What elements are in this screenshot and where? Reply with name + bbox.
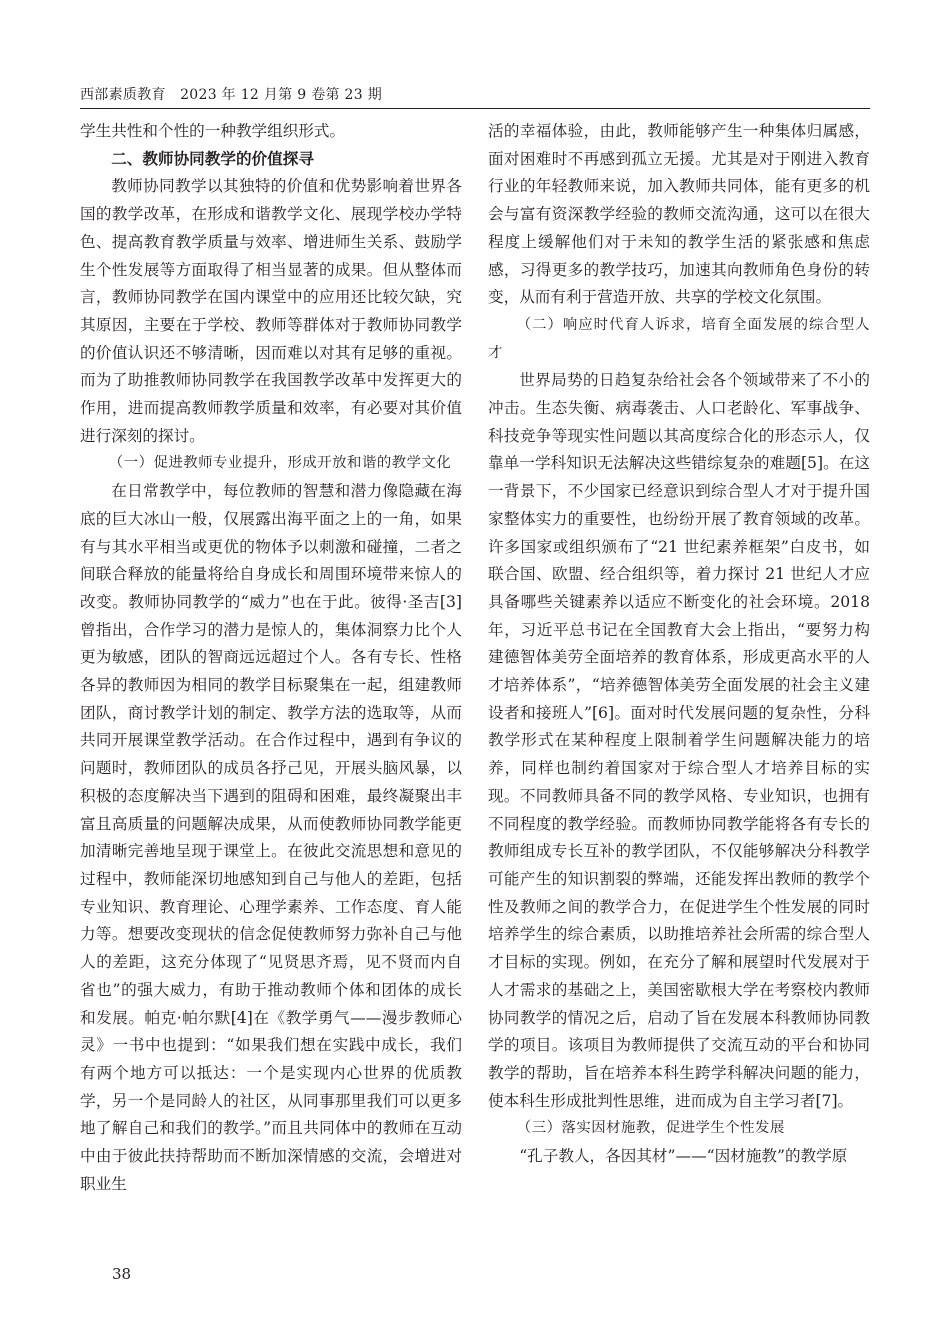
header-rule: [80, 108, 870, 109]
section-heading: 二、教师协同教学的价值探寻: [111, 149, 314, 168]
continuation-paragraph: 学生共性和个性的一种教学组织形式。: [80, 122, 346, 140]
subsection-2-paragraph: 世界局势的日趋复杂给社会各个领域带来了不小的冲击。生态失衡、病毒袭击、人口老龄化、军事战争、科技竞争等现实性问题以其高度综合化的形态示人，仅靠单一学科知识无法解决这些错综复杂的难题[5]。在这一背景下，不少国家已经意识到综合型人才对于提升国家整体实力的重要性，也纷纷开展了教育领域的改革。许多国家或组织颁布了“21 世纪素养框架”白皮书，如联合国、欧盟、经合组织等，着力探讨 21 世纪人才应具备哪些关键素养以适应不断变化的社会环境。2018 年，习近平总书记在全国教育大会上指出，“要努力构建德智体美劳全面培养的教育体系，形成更高水平的人才培养体系”，“培养德智体美劳全面发展的社会主义建设者和接班人”[6]。面对时代发展问题的复杂性，分科教学形式在某种程度上限制着学生问题解决能力的培养，同样也制约着国家对于综合型人才培养目标的实现。不同教师具备不同的教学风格、专业知识，也拥有不同程度的教学经验。而教师协同教学能将各有专长的教师组成专长互补的教学团队，不仅能够解决分科教学可能产生的知识割裂的弊端，还能发挥出教师的教学个性及教师之间的教学合力，在促进学生个性发展的同时培养学生的综合素质，以助推培养社会所需的综合型人才目标的实现。例如，在充分了解和展望时代发展对于人才需求的基础之上，美国密歇根大学在考察校内教师协同教学的情况之后，启动了旨在发展本科教师协同教学的项目。该项目为教师提供了交流互动的平台和协同教学的帮助，旨在培养本科生跨学科解决问题的能力，使本科生形成批判性思维，进而成为自主学习者[7]。: [488, 371, 870, 1110]
running-header: 西部素质教育 2023 年 12 月第 9 卷第 23 期: [80, 87, 383, 103]
subsection-3-heading: （三）落实因材施教，促进学生个性发展: [516, 1120, 785, 1137]
page-number: 38: [112, 1265, 132, 1283]
subsection-2-heading: （二）响应时代育人诉求，培育全面发展的综合型人才: [488, 316, 870, 361]
continuation-paragraph: 活的幸福体验，由此，教师能够产生一种集体归属感，面对困难时不再感到孤立无援。尤其是对于刚进入教育行业的年轻教师来说，加入教师共同体，能有更多的机会与富有资深教学经验的教师交流沟通，这可以在很大程度上缓解他们对于未知的教学生活的紧张感和焦虑感，习得更多的教学技巧，加速其向教师角色身份的转变，从而有利于营造开放、共享的学校文化氛围。: [488, 122, 870, 307]
subsection-1-heading: （一）促进教师专业提升，形成开放和谐的教学文化: [108, 455, 452, 472]
right-column: [488, 118, 870, 1171]
subsection-1-paragraph: 在日常教学中，每位教师的智慧和潜力像隐藏在海底的巨大冰山一般，仅展露出海平面之上的一角，如果有与其水平相当或更优的物体予以刺激和碰撞，二者之间联合释放的能量将给自身成长和周围环境带来惊人的改变。教师协同教学的“威力”也在于此。彼得·圣吉[3]曾指出，合作学习的潜力是惊人的，集体洞察力比个人更为敏感，团队的智商远远超过个人。各有专长、性格各异的教师因为相同的教学目标聚集在一起，组建教师团队，商讨教学计划的制定、教学方法的选取等，从而共同开展课堂教学活动。在合作过程中，遇到有争议的问题时，教师团队的成员各抒己见，开展头脑风暴，以积极的态度解决当下遇到的阻碍和困难，最终凝聚出丰富且高质量的问题解决成果，从而使教师协同教学能更加清晰完善地呈现于课堂上。在彼此交流思想和意见的过程中，教师能深切地感知到自己与他人的差距，包括专业知识、教育理论、心理学素养、工作态度、育人能力等。想要改变现状的信念促使教师努力弥补自己与他人的差距，这充分体现了“见贤思齐焉，见不贤而内自省也”的强大威力，有助于推动教师个体和团体的成长和发展。帕克·帕尔默[4]在《教学勇气——漫步教师心灵》一书中也提到：“如果我们想在实践中成长，我们有两个地方可以抵达：一个是实现内心世界的优质教学，另一个是同龄人的社区，从同事那里我们可以更多地了解自己和我们的教学。”而且共同体中的教师在互动中由于彼此扶持帮助而不断加深情感的交流，会增进对职业生: [80, 482, 462, 1193]
intro-paragraph: 教师协同教学以其独特的价值和优势影响着世界各国的教学改革，在形成和谐教学文化、展现学校办学特色、提高教育教学质量与效率、增进师生关系、鼓励学生个性发展等方面取得了相当显著的成果。但从整体而言，教师协同教学在国内课堂中的应用还比较欠缺，究其原因，主要在于学校、教师等群体对于教师协同教学的价值认识还不够清晰，因而难以对其有足够的重视。而为了助推教师协同教学在我国教学改革中发挥更大的作用，进而提高教师教学质量和效率，有必要对其价值进行深刻的探讨。: [80, 177, 462, 445]
subsection-3-paragraph: “孔子教人，各因其材”——“因材施教”的教学原: [519, 1147, 848, 1166]
left-column: [80, 118, 462, 1198]
